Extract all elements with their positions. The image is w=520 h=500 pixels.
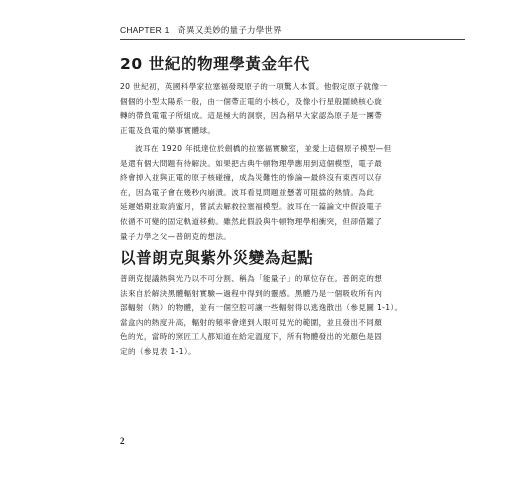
paragraph-bohr (120, 142, 468, 244)
paragraph-planck (120, 272, 468, 360)
section-title-golden-age: 20 世紀的物理學黃金年代 (120, 55, 310, 73)
paragraph-line: 色的光，當時的窯匠工人都知道在給定溫度下，所有物體發出的光顏色是固 (120, 332, 383, 342)
page-number: 2 (120, 436, 125, 446)
chapter-label: CHAPTER 1 (120, 25, 170, 35)
running-header (120, 24, 465, 40)
paragraph-line: 終會掉入並與正電的原子核碰撞，成為災難性的慘論—最終沒有東西可以存 (120, 173, 383, 183)
paragraph-line: 部輻射（熱）的物體，並有一個空腔可讓一些輻射得以逃逸散出（參見圖 1-1）。 (120, 303, 403, 313)
paragraph-line: 法來自於解決黑體輻射實驗—過程中得到的靈感。黑體乃是一個吸收所有內 (120, 288, 383, 298)
paragraph-line: 正電及負電的樂事實體球。 (120, 125, 216, 135)
paragraph-line: 延遲婚期並取消蜜月，嘗試去解救拉塞福模型。波耳在一篇論文中假設電子 (120, 202, 383, 212)
paragraph-line: 個個的小型太陽系一般，由一個帶正電的小核心，及像小行星般圍繞核心旋 (120, 96, 383, 106)
paragraph-line: 20 世紀初，英國科學家拉塞福發現原子的一項驚人本質。他假定原子就像一 (120, 82, 388, 91)
paragraph-rutherford (120, 80, 468, 138)
paragraph-line: 依循不可變的固定軌道移動。雖然此假設與牛頓物理學相衝突，但卻借鑑了 (120, 216, 383, 226)
paragraph-line: 波耳在 1920 年抵達位於劍橋的拉塞福實驗室，並愛上這個原子模型—但 (135, 144, 392, 153)
paragraph-line: 量子力學之父—普朗克的想法。 (120, 231, 232, 241)
chapter-title: 奇異又美妙的量子力學世界 (177, 26, 282, 36)
section-title-planck: 以普朗克與紫外災變為起點 (120, 249, 314, 267)
paragraph-line: 當盒內的熱度升高，輻射的頻率會達到人眼可見光的範圍，並且發出不同顏 (120, 317, 383, 327)
paragraph-line: 定的（參見表 1-1）。 (120, 346, 196, 356)
paragraph-line: 是還有個大問題有待解決。如果把古典牛頓物理學應用到這個模型，電子最 (120, 158, 383, 168)
paragraph-line: 在，因為電子會在幾秒內崩潰。波耳看見問題並懸著可阻擋的熱情。為此 (120, 187, 375, 197)
paragraph-line: 轉的帶負電電子所組成。這是極大的洞察，因為稍早大家認為原子是一團帶 (120, 111, 383, 121)
paragraph-line: 普朗克提議熱與光乃以不可分割、稱為「能量子」的單位存在。普朗克的想 (120, 274, 383, 283)
